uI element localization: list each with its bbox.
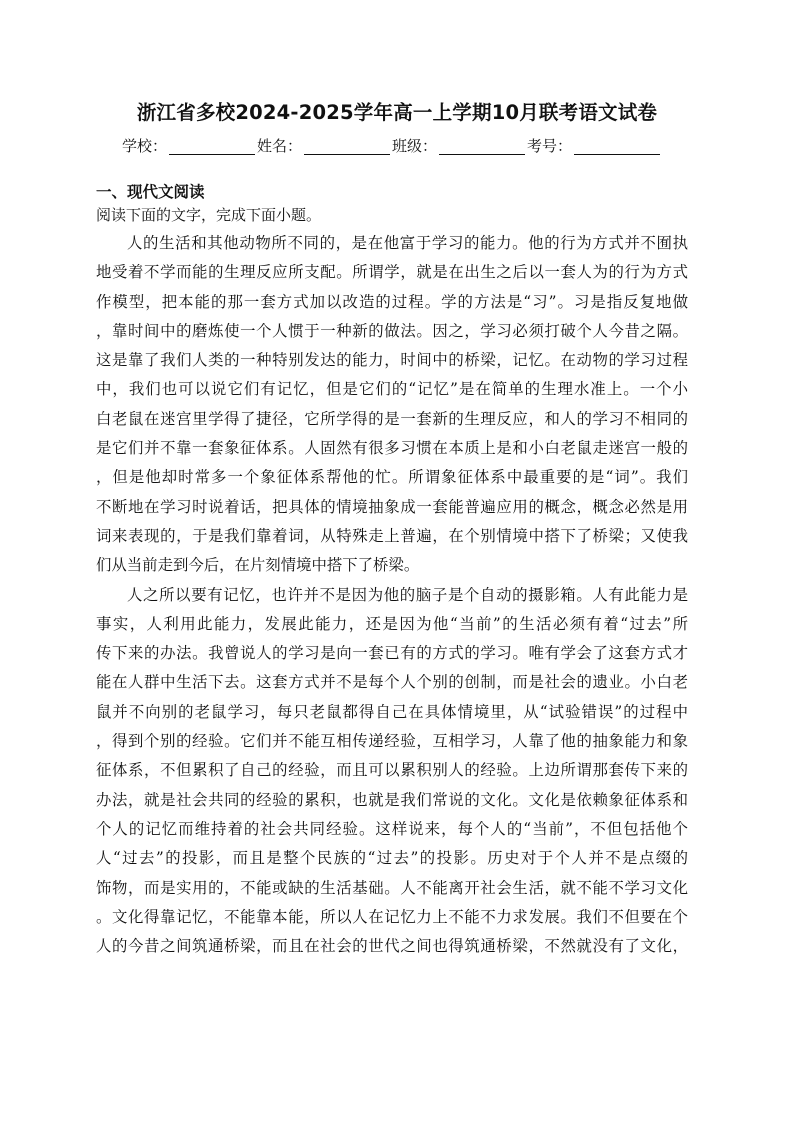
text-line: ，得到个别的经验。它们并不能互相传递经验，互相学习，人靠了他的抽象能力和象 bbox=[96, 732, 688, 751]
section-heading: 一、现代文阅读 bbox=[96, 183, 205, 201]
text-line: 饰物，而是实用的，不能或缺的生活基础。人不能离开社会生活，就不能不学习文化 bbox=[96, 878, 688, 897]
exam-number-field bbox=[527, 133, 662, 159]
class-field bbox=[392, 133, 527, 159]
text-line: 人“过去”的投影，而且是整个民族的“过去”的投影。历史对于个人并不是点缀的 bbox=[96, 849, 688, 868]
text-line: 传下来的办法。我曾说人的学习是向一套已有的方式的学习。唯有学会了这套方式才 bbox=[96, 644, 688, 663]
reading-instruction: 阅读下面的文字，完成下面小题。 bbox=[96, 206, 322, 224]
text-line: 不断地在学习时说着话，把具体的情境抽象成一套能普遍应用的概念，概念必然是用 bbox=[96, 497, 688, 516]
text-line: 这是靠了我们人类的一种特别发达的能力，时间中的桥梁，记忆。在动物的学习过程 bbox=[96, 351, 688, 370]
text-line: 中，我们也可以说它们有记忆，但是它们的“记忆”是在简单的生理水准上。一个小 bbox=[96, 380, 688, 399]
exam-title: 浙江省多校2024-2025学年高一上学期10月联考语文试卷 bbox=[136, 101, 658, 124]
exam-number-label: 考号： bbox=[527, 137, 573, 155]
text-line: ，但是他却时常多一个象征体系帮他的忙。所谓象征体系中最重要的是“词”。我们 bbox=[96, 468, 688, 487]
text-line: 白老鼠在迷宫里学得了捷径，它所学得的是一套新的生理反应，和人的学习不相同的 bbox=[96, 409, 688, 428]
text-line: 。文化得靠记忆，不能靠本能，所以人在记忆力上不能不力求发展。我们不但要在个 bbox=[96, 907, 688, 926]
name-label: 姓名： bbox=[257, 137, 303, 155]
text-line: 是它们并不靠一套象征体系。人固然有很多习惯在本质上是和小白老鼠走迷宫一般的 bbox=[96, 439, 688, 458]
text-line: 办法，就是社会共同的经验的累积，也就是我们常说的文化。文化是依赖象征体系和 bbox=[96, 790, 688, 809]
text-line: 鼠并不向别的老鼠学习，每只老鼠都得自己在具体情境里，从“试验错误”的过程中 bbox=[96, 702, 688, 721]
paragraph-1 bbox=[96, 229, 688, 581]
student-info-row bbox=[122, 133, 662, 159]
text-line: 词来表现的，于是我们靠着词，从特殊走上普遍，在个别情境中搭下了桥梁；又使我 bbox=[96, 526, 688, 545]
text-line: 事实，人利用此能力，发展此能力，还是因为他“当前”的生活必须有着“过去”所 bbox=[96, 614, 688, 633]
text-line: 征体系，不但累积了自己的经验，而且可以累积别人的经验。上边所谓那套传下来的 bbox=[96, 761, 688, 780]
text-line: 地受着不学而能的生理反应所支配。所谓学，就是在出生之后以一套人为的行为方式 bbox=[96, 263, 688, 282]
exam-number-blank[interactable] bbox=[574, 136, 660, 155]
class-blank[interactable] bbox=[439, 136, 525, 155]
paragraph-2 bbox=[96, 581, 688, 962]
school-blank[interactable] bbox=[169, 136, 255, 155]
reading-passage bbox=[96, 229, 688, 961]
text-line: ，靠时间中的磨炼使一个人惯于一种新的做法。因之，学习必须打破个人今昔之隔。 bbox=[96, 321, 688, 340]
school-label: 学校： bbox=[122, 137, 168, 155]
text-line: 作模型，把本能的那一套方式加以改造的过程。学的方法是“习”。习是指反复地做 bbox=[96, 292, 688, 311]
text-line: 人的今昔之间筑通桥梁，而且在社会的世代之间也得筑通桥梁，不然就没有了文化， bbox=[96, 937, 688, 956]
name-blank[interactable] bbox=[304, 136, 390, 155]
text-line: 个人的记忆而维持着的社会共同经验。这样说来，每个人的“当前”，不但包括他个 bbox=[96, 819, 688, 838]
class-label: 班级： bbox=[392, 137, 438, 155]
text-line: 人之所以要有记忆，也许并不是因为他的脑子是个自动的摄影箱。人有此能力是 bbox=[127, 585, 688, 604]
text-line: 人的生活和其他动物所不同的，是在他富于学习的能力。他的行为方式并不囿执 bbox=[127, 234, 688, 252]
text-line: 们从当前走到今后，在片刻情境中搭下了桥梁。 bbox=[96, 556, 420, 575]
school-field bbox=[122, 133, 257, 159]
name-field bbox=[257, 133, 392, 159]
text-line: 能在人群中生活下去。这套方式并不是每个人个别的创制，而是社会的遗业。小白老 bbox=[96, 673, 688, 692]
